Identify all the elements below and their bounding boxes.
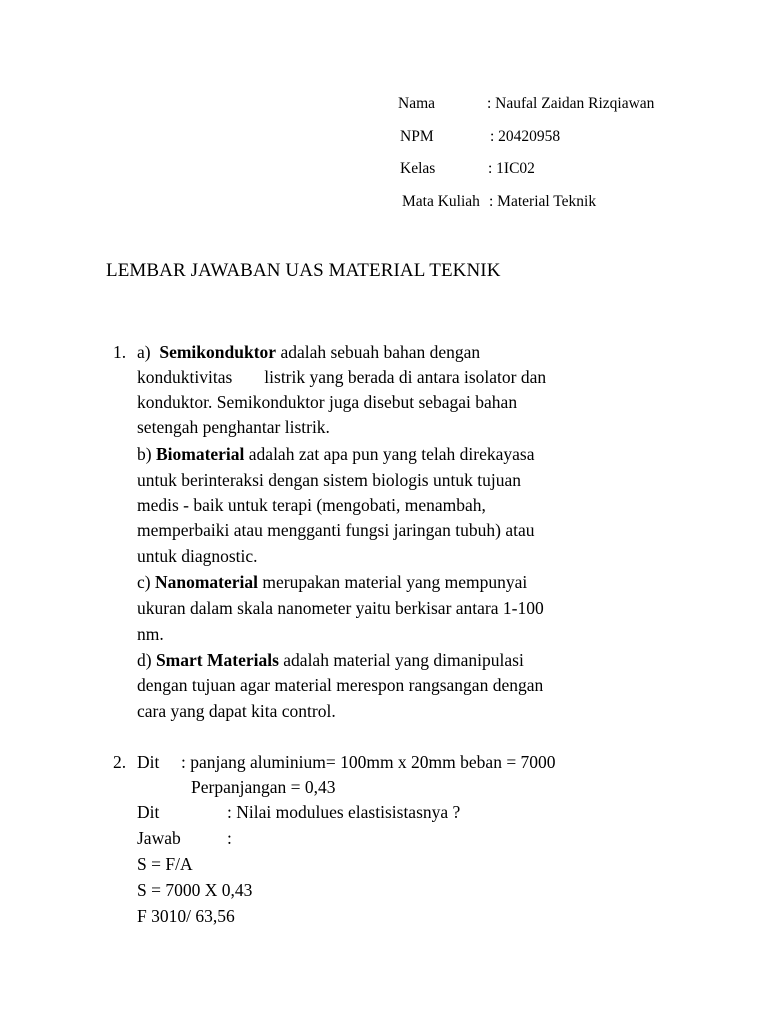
q1b-prefix: b) <box>137 444 156 464</box>
q1a-prefix: a) <box>137 342 151 362</box>
q1a-line1 <box>137 342 480 363</box>
q1d-line1 <box>137 650 524 671</box>
kelas-value: : 1IC02 <box>488 160 535 177</box>
q1c-term: Nanomaterial <box>154 572 259 592</box>
q1d-prefix: d) <box>137 650 156 670</box>
q2-number: 2. <box>113 752 127 772</box>
q1b-line4: memperbaiki atau mengganti fungsi jaringan tubuh) atau <box>137 520 535 540</box>
nama-value: : Naufal Zaidan Rizqiawan <box>487 95 655 112</box>
q2-jawab-label: Jawab <box>137 828 181 848</box>
matkul-value: : Material Teknik <box>489 193 597 210</box>
q1c-prefix: c) <box>137 572 155 592</box>
q1a-text2b: listrik yang berada di antara isolator dan <box>264 367 547 387</box>
q1d-line2: dengan tujuan agar material merespon rangsangan dengan <box>137 675 544 695</box>
q2-eq3: F 3010/ 63,56 <box>137 906 235 926</box>
q2-eq2: S = 7000 X 0,43 <box>137 880 253 900</box>
q1d-text1: adalah material yang dimanipulasi <box>278 650 524 670</box>
q1c-line1 <box>137 572 527 593</box>
kelas-label: Kelas <box>400 160 436 177</box>
q1d-line3: cara yang dapat kita control. <box>137 701 336 721</box>
q1-number: 1. <box>113 342 127 362</box>
q2-dit1-value: : panjang aluminium= 100mm x 20mm beban = 7000 <box>181 752 556 772</box>
q1d-term: Smart Materials <box>155 650 279 670</box>
npm-label: NPM <box>400 128 434 145</box>
q1b-line5: untuk diagnostic. <box>137 546 258 566</box>
q1b-term: Biomaterial <box>155 444 245 464</box>
q1b-line1 <box>137 444 534 465</box>
q1c-line3: nm. <box>137 624 164 644</box>
q1a-line3: konduktor. Semikonduktor juga disebut sebagai bahan <box>137 392 518 412</box>
q1b-line3: medis - baik untuk terapi (mengobati, menambah, <box>137 495 486 515</box>
q2-eq1: S = F/A <box>137 854 193 874</box>
q2-dit1-label: Dit <box>137 752 160 772</box>
q2-jawab-colon: : <box>227 828 232 848</box>
q2-dit2-value: : Nilai modulues elastisistasnya ? <box>227 802 461 822</box>
q1a-term: Semikonduktor <box>159 342 277 362</box>
nama-label: Nama <box>398 95 436 112</box>
q1c-text1: merupakan material yang mempunyai <box>258 572 528 592</box>
q2-dit1-line2: Perpanjangan = 0,43 <box>191 777 336 797</box>
page-title: LEMBAR JAWABAN UAS MATERIAL TEKNIK <box>106 260 501 281</box>
q2-dit2-label: Dit <box>137 802 160 822</box>
npm-value: : 20420958 <box>490 128 561 145</box>
q1a-line2 <box>137 367 546 388</box>
q1b-line2: untuk berinteraksi dengan sistem biologis untuk tujuan <box>137 470 521 490</box>
q1a-line4: setengah penghantar listrik. <box>137 417 330 437</box>
q1a-text2a: konduktivitas <box>137 367 233 387</box>
q1c-line2: ukuran dalam skala nanometer yaitu berkisar antara 1-100 <box>137 598 544 618</box>
matkul-label: Mata Kuliah <box>402 193 480 210</box>
q1b-text1: adalah zat apa pun yang telah direkayasa <box>244 444 535 464</box>
q1a-text1: adalah sebuah bahan dengan <box>276 342 481 362</box>
